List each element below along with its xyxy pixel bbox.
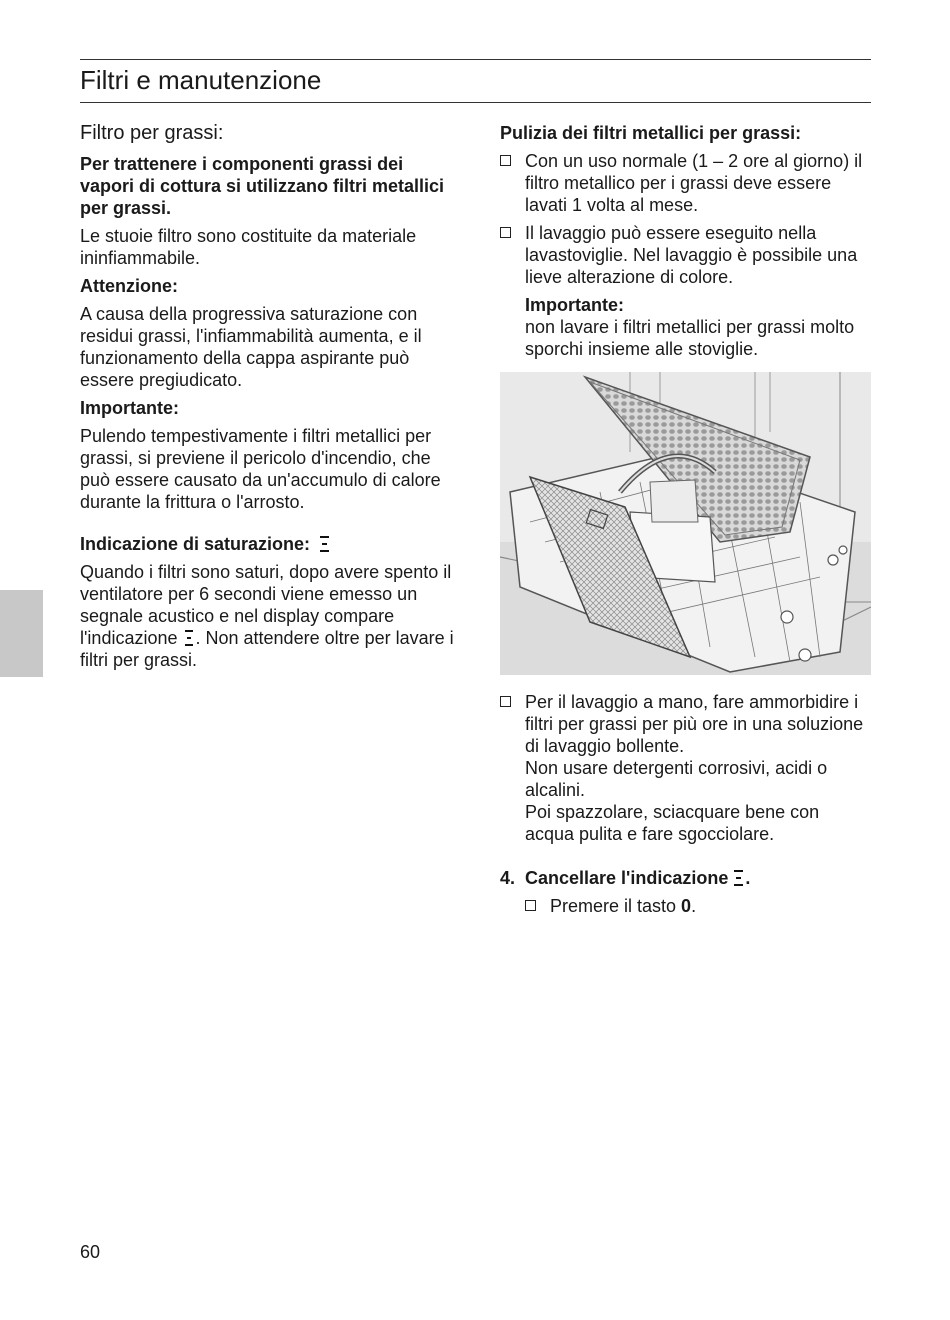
checkbox-bullet-icon (500, 227, 511, 238)
chapter-tab (0, 590, 43, 677)
important-label: Importante: (80, 398, 179, 418)
cleaning-heading: Pulizia dei filtri metallici per grassi: (500, 123, 802, 143)
step-bullet-text: Premere il tasto (550, 896, 682, 916)
intro-bold: Per trattenere i componenti grassi dei vapori di cottura si utilizzano filtri metallici per grassi. (80, 154, 445, 218)
checkbox-bullet-icon (500, 696, 511, 707)
title-rule (80, 102, 871, 103)
right-important-label: Importante: (525, 295, 624, 315)
saturation-indicator-icon-inline (184, 629, 195, 647)
bullet-text-3: Poi spazzolare, sciacquare bene con acqua pulita e fare sgocciolare. (525, 802, 820, 844)
saturation-label: Indicazione di saturazione: (80, 534, 311, 554)
checkbox-bullet-icon (500, 155, 511, 166)
list-item (500, 691, 872, 845)
saturation-indicator-icon (319, 535, 330, 553)
bullet-text: Il lavaggio può essere eseguito nella lavastoviglie. Nel lavaggio è possibile una lieve alterazione di colore. (525, 223, 858, 287)
list-item (500, 150, 872, 216)
bullet-text-2: Non usare detergenti corrosivi, acidi o alcalini. (525, 758, 828, 800)
saturation-text (80, 561, 460, 671)
top-rule (80, 59, 871, 60)
important-text: Pulendo tempestivamente i filtri metallici per grassi, si previene il pericolo d'incendio, che può essere causato da un'accumulo di calore durante la frittura o l'arrosto. (80, 426, 441, 512)
intro-text: Le stuoie filtro sono costituite da materiale ininfiammabile. (80, 226, 417, 268)
saturation-heading (80, 533, 460, 555)
list-item (500, 222, 872, 288)
saturation-indicator-icon-step (733, 869, 744, 887)
step-label: Cancellare l'indicazione (525, 868, 729, 888)
attention-text: A causa della progressiva saturazione con residui grassi, l'infiammabilità aumenta, e il funzionamento della cappa aspirante può essere pregiudicato. (80, 304, 422, 390)
attention-label: Attenzione: (80, 276, 178, 296)
page-title: Filtri e manutenzione (80, 65, 322, 95)
left-column (80, 120, 460, 677)
saturation-text-part1: Quando i filtri sono saturi, dopo avere spento il ventilatore per 6 secondi viene emesso un segnale acustico e nel display compare l'indicazione (80, 562, 452, 648)
step-number: 4. (500, 868, 516, 888)
bullet-text: Con un uso normale (1 – 2 ore al giorno) il filtro metallico per i grassi deve essere lavati 1 volta al mese. (525, 151, 863, 215)
checkbox-bullet-icon (525, 900, 536, 911)
dishwasher-filter-illustration (500, 372, 871, 675)
step-list-item (525, 895, 872, 917)
right-column (500, 122, 872, 923)
saturation-text-part2: . Non attendere oltre per lavare i filtri per grassi. (80, 628, 454, 670)
section-heading-grease-filter: Filtro per grassi: (80, 122, 224, 144)
bullet-text: Per il lavaggio a mano, fare ammorbidire i filtri per grassi per più ore in una soluzione di lavaggio bollente. (525, 692, 864, 756)
page-number: 60 (80, 1242, 101, 1262)
right-important-text: non lavare i filtri metallici per grassi molto sporchi insieme alle stoviglie. (525, 317, 855, 359)
step-period: . (745, 868, 751, 888)
step-bullet-suffix: . (691, 896, 697, 916)
step-4 (500, 867, 872, 889)
key-zero: 0 (681, 896, 692, 916)
